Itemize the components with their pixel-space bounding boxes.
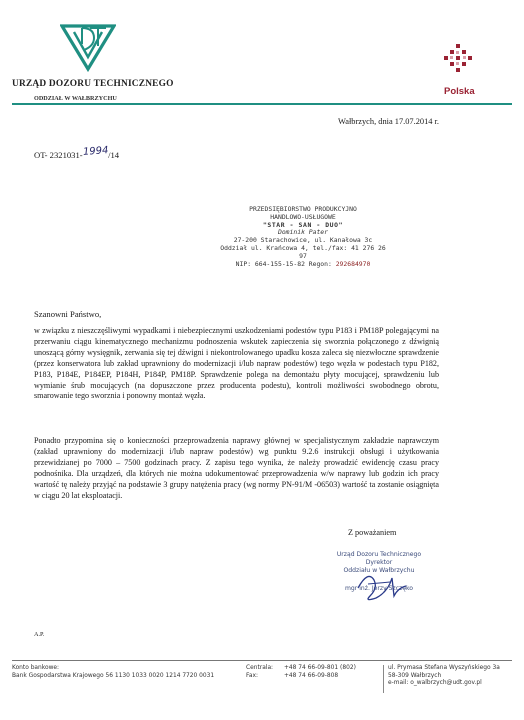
poland-emblem-icon xyxy=(440,42,476,78)
footer-contact xyxy=(246,665,356,680)
footer-separator xyxy=(383,665,384,693)
stamp-line2: Dyrektor xyxy=(365,559,393,566)
footer-address1: ul. Prymasa Stefana Wyszyńskiego 3a xyxy=(388,665,500,671)
reference-handwritten-number: 1994 xyxy=(82,145,109,158)
stamp-line1: Urząd Dozoru Technicznego xyxy=(336,551,422,558)
handwritten-signature xyxy=(350,566,420,606)
recipient-address xyxy=(220,206,386,268)
bank-value: Bank Gospodarstwa Krajowego 56 1130 1033 0020 1214 7720 0031 xyxy=(12,672,215,679)
org-branch: ODDZIAŁ W WAŁBRZYCHU xyxy=(34,95,117,102)
footer-email: e-mail: o_walbrzych@udt.gov.pl xyxy=(388,680,482,687)
body-paragraph-2: Ponadto przypomina się o konieczności przeprowadzenia naprawy głównej w specjalistycznym zakładzie naprawczym (zakład uprawniony do modernizacji i/lub napraw podestów) wg punktu 9.2.6 instrukcji obsługi i użytkowania przewidzianej po 7000 – 7500 godzinach pracy. Z zapisu tego wynika, że należy prowadzić ewidencję czasu pracy podnośnika. Dla urządzeń, dla których nie można udokumentować przeprowadzenia w/w naprawy lub godzin ich pracy wartość tę należy przyjąć na podstawie 3 grupy natężenia pracy (wg normy PN-91/M -06503) wartość ta zostanie osiągnięta w ciągu 20 lat eksploatacji. xyxy=(34,436,439,500)
reference-suffix: /14 xyxy=(108,150,120,160)
bank-label: Konto bankowe: xyxy=(12,665,60,671)
org-name: URZĄD DOZORU TECHNICZNEGO xyxy=(12,79,174,89)
country-label: Polska xyxy=(444,86,475,97)
footer-bank xyxy=(12,665,214,680)
recipient-address1: 27-200 Starachowice, ul. Kanałowa 3c xyxy=(233,236,373,245)
header-divider xyxy=(12,103,512,105)
footer-divider xyxy=(12,660,512,661)
footer-address xyxy=(388,665,500,688)
recipient-regon: 292684970 xyxy=(335,259,371,268)
recipient-line2: HANDLOWO-USŁUGOWE xyxy=(270,212,336,221)
author-initials: A.P. xyxy=(34,631,45,638)
recipient-person: Dominik Pater xyxy=(277,228,329,237)
date-line: Wałbrzych, dnia 17.07.2014 r. xyxy=(338,117,439,126)
recipient-line1: PRZEDSIĘBIORSTWO PRODUKCYJNO xyxy=(249,205,357,213)
central-value: +48 74 66-09-801 (802) xyxy=(284,665,356,671)
reference-number xyxy=(34,145,120,161)
recipient-address2: Oddział ul. Krańcowa 4, tel./fax: 41 276 26 97 xyxy=(220,243,386,260)
fax-label: Fax: xyxy=(246,672,258,679)
closing: Z poważaniem xyxy=(348,528,397,537)
fax-value: +48 74 66-09-808 xyxy=(284,672,339,679)
recipient-ids xyxy=(220,261,386,269)
stamp-name: mgr inż. Jerzy Szczęko xyxy=(344,585,414,592)
recipient-company: "STAR - SAN - DUO" xyxy=(262,220,344,229)
recipient-nip: NIP: 664-155-15-82 Regon: xyxy=(235,259,332,268)
footer-address2: 58-309 Wałbrzych xyxy=(388,672,442,679)
stamp-line3: Oddziału w Wałbrzychu xyxy=(343,567,415,574)
udt-logo-icon xyxy=(60,22,116,72)
reference-prefix: OT- 2321031- xyxy=(34,150,83,160)
central-label: Centrala: xyxy=(246,665,274,671)
greeting: Szanowni Państwo, xyxy=(34,309,102,319)
body-paragraph-1: w związku z nieszczęśliwymi wypadkami i niebezpiecznymi uszkodzeniami podestów typu P183 i PM18P polegającymi na przerwaniu ciągu kinematycznego mechanizmu podnoszenia wskutek zapieczenia się sworznia połączonego z dźwignią unoszącą górny wysięgnik, zerwania się tej dźwigni i niekontrolowanego upadku kosza zaleca się niezwłoczne sprawdzenie (przez konserwatora lub zakład uprawniony do modernizacji i/lub napraw podestów) tego węzła w podestach typu P182, P183, P184E, P184EP, P184H, P184P, PM18P. Sprawdzenie polega na demontażu płyty mocującej, sprawdzeniu lub wymianie śrub mocujących (na dopuszczone przez producenta podestu), kontroli możliwości swobodnego obrotu, smarowanie tego sworznia i ponowny montaż węzła. xyxy=(34,326,439,401)
